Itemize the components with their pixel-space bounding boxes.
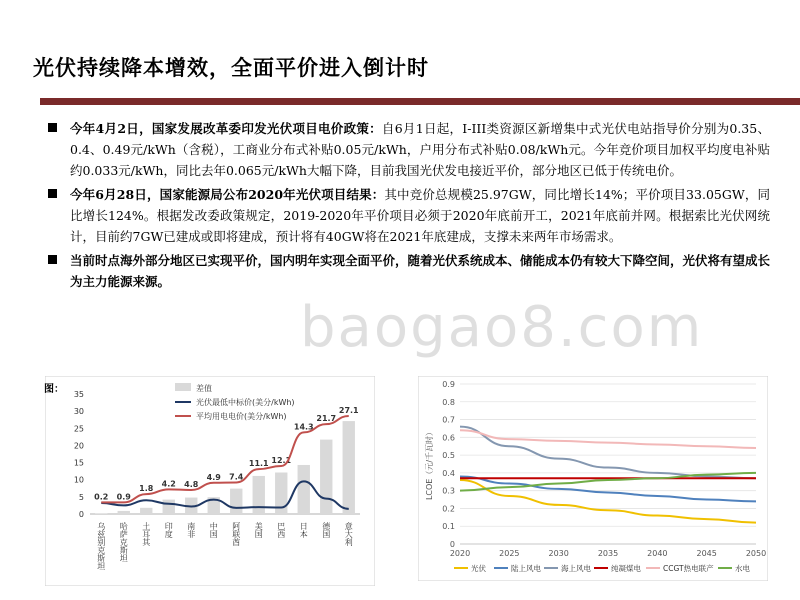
y-tick-label: 10 xyxy=(73,475,84,485)
x-tick-label: 日本 xyxy=(299,522,309,538)
bullet-lead: 今年4月2日，国家发展改革委印发光伏项目电价政策： xyxy=(70,121,382,136)
price-comparison-chart xyxy=(45,376,375,586)
bar-data-label: 12.1 xyxy=(271,456,292,465)
legend-label: CCGT热电联产 xyxy=(663,564,714,573)
x-tick-label: 阿联酋 xyxy=(231,522,241,546)
legend-label: 差值 xyxy=(196,384,212,393)
y-tick-label: 30 xyxy=(73,407,84,417)
lcoe-chart-svg xyxy=(418,376,768,581)
square-bullet-icon xyxy=(48,123,57,132)
x-tick-label: 印度 xyxy=(164,522,174,538)
bullet-item xyxy=(40,184,770,247)
x-tick-label: 土耳其 xyxy=(141,522,151,546)
bar xyxy=(343,421,355,514)
x-tick-label: 中国 xyxy=(209,522,219,538)
bar xyxy=(118,511,130,514)
legend-label: 陆上风电 xyxy=(511,564,541,573)
y-tick-label: 0.8 xyxy=(442,397,455,407)
bar-data-label: 21.7 xyxy=(316,414,337,424)
bar-data-label: 11.1 xyxy=(248,459,269,469)
lcoe-chart xyxy=(418,376,768,581)
y-tick-label: 25 xyxy=(73,424,84,434)
bar-data-label: 14.3 xyxy=(293,422,314,432)
y-tick-label: 0.3 xyxy=(442,486,455,496)
bar-data-label: 0.9 xyxy=(116,492,131,502)
x-tick-label: 2045 xyxy=(696,549,717,558)
square-bullet-icon xyxy=(48,255,57,264)
x-tick-label: 德国 xyxy=(321,522,331,538)
bullet-lead: 今年6月28日，国家能源局公布2020年光伏项目结果： xyxy=(70,187,385,202)
bullet-item xyxy=(40,250,770,292)
y-tick-label: 15 xyxy=(73,458,84,468)
bar-data-label: 7.4 xyxy=(229,472,244,482)
bullet-list xyxy=(40,118,770,295)
x-tick-label: 巴西 xyxy=(276,522,286,538)
bar-data-label: 4.9 xyxy=(206,472,221,482)
x-tick-label: 南非 xyxy=(186,522,196,538)
bar-data-label: 1.8 xyxy=(139,484,154,494)
legend-swatch xyxy=(175,383,191,391)
x-tick-label: 2050 xyxy=(745,549,767,558)
y-tick-label: 35 xyxy=(73,390,84,399)
bullet-body: 自6月1日起，I-III类资源区新增集中式光伏电站指导价分别为0.35、0.4、0.49元/kWh（含税），工商业分布式补贴0.05元/kWh，户用分布式补贴0.08/kWh元。今年竞价项目加权平均度电补贴约0.033元/kWh，同比去年0.065元/kWh大幅下降，目前我国光伏发电接近平价，部分地区已低于传统电价。 xyxy=(70,121,770,178)
x-tick-label: 2035 xyxy=(597,549,619,558)
y-tick-label: 0.5 xyxy=(442,451,455,461)
bar-data-label: 4.2 xyxy=(161,479,176,489)
x-tick-label: 2025 xyxy=(499,549,520,558)
x-tick-label: 哈萨克斯坦 xyxy=(119,522,129,562)
square-bullet-icon xyxy=(48,189,57,198)
bullet-body: 其中竞价总规模25.97GW，同比增长14%；平价项目33.05GW，同比增长124%。根据发改委政策规定，2019-2020年平价项目必须于2020年底前开工，2021年底前并网。根据索比光伏网统计，目前约7GW已建成或即将建成，预计将有40GW将在2021年底建成，支撑未来两年市场需求。 xyxy=(70,187,770,244)
y-tick-label: 5 xyxy=(78,492,84,502)
x-tick-label: 2040 xyxy=(647,549,668,558)
bar-data-label: 4.8 xyxy=(184,480,199,489)
figure-label: 图： xyxy=(44,384,64,395)
y-axis-label: LCOE（元/千瓦时） xyxy=(425,427,434,501)
legend-label: 水电 xyxy=(735,564,750,573)
x-tick-label: 2030 xyxy=(548,549,569,558)
bar xyxy=(320,440,332,514)
y-tick-label: 0.7 xyxy=(442,415,455,425)
y-tick-label: 0.4 xyxy=(442,468,455,478)
bullet-item xyxy=(40,118,770,181)
legend-label: 纯凝煤电 xyxy=(611,564,641,573)
bar-data-label: 27.1 xyxy=(338,405,359,415)
bar xyxy=(95,513,107,514)
x-tick-label: 美国 xyxy=(254,522,264,538)
page-title: 光伏持续降本增效，全面平价进入倒计时 xyxy=(33,55,429,80)
legend-label: 海上风电 xyxy=(561,564,591,573)
y-tick-label: 0 xyxy=(449,540,455,549)
legend-label: 光伏最低中标价(美分/kWh) xyxy=(196,398,295,407)
y-tick-label: 0.2 xyxy=(442,504,455,514)
y-tick-label: 0.1 xyxy=(442,522,455,532)
title-divider xyxy=(40,98,800,105)
bar xyxy=(140,508,152,514)
y-tick-label: 20 xyxy=(73,441,84,451)
bar xyxy=(298,465,310,514)
price-comparison-svg xyxy=(45,376,375,586)
bullet-lead: 当前时点海外部分地区已实现平价，国内明年实现全面平价，随着光伏系统成本、储能成本仍有较大下降空间，光伏将有望成长为主力能源来源。 xyxy=(70,253,771,289)
legend-label: 光伏 xyxy=(471,564,486,573)
x-tick-label: 2020 xyxy=(449,549,471,558)
bar xyxy=(253,476,265,514)
x-tick-label: 意大利 xyxy=(344,522,354,546)
bar xyxy=(230,489,242,514)
y-tick-label: 0 xyxy=(78,510,84,519)
y-tick-label: 0.6 xyxy=(442,433,455,443)
bar-data-label: 0.2 xyxy=(94,492,109,502)
watermark: baogao8.com xyxy=(300,295,704,360)
x-tick-label: 乌兹别克斯坦 xyxy=(96,522,106,570)
y-tick-label: 0.9 xyxy=(442,380,455,389)
bar xyxy=(163,500,175,514)
legend-label: 平均用电电价(美分/kWh) xyxy=(196,412,287,421)
